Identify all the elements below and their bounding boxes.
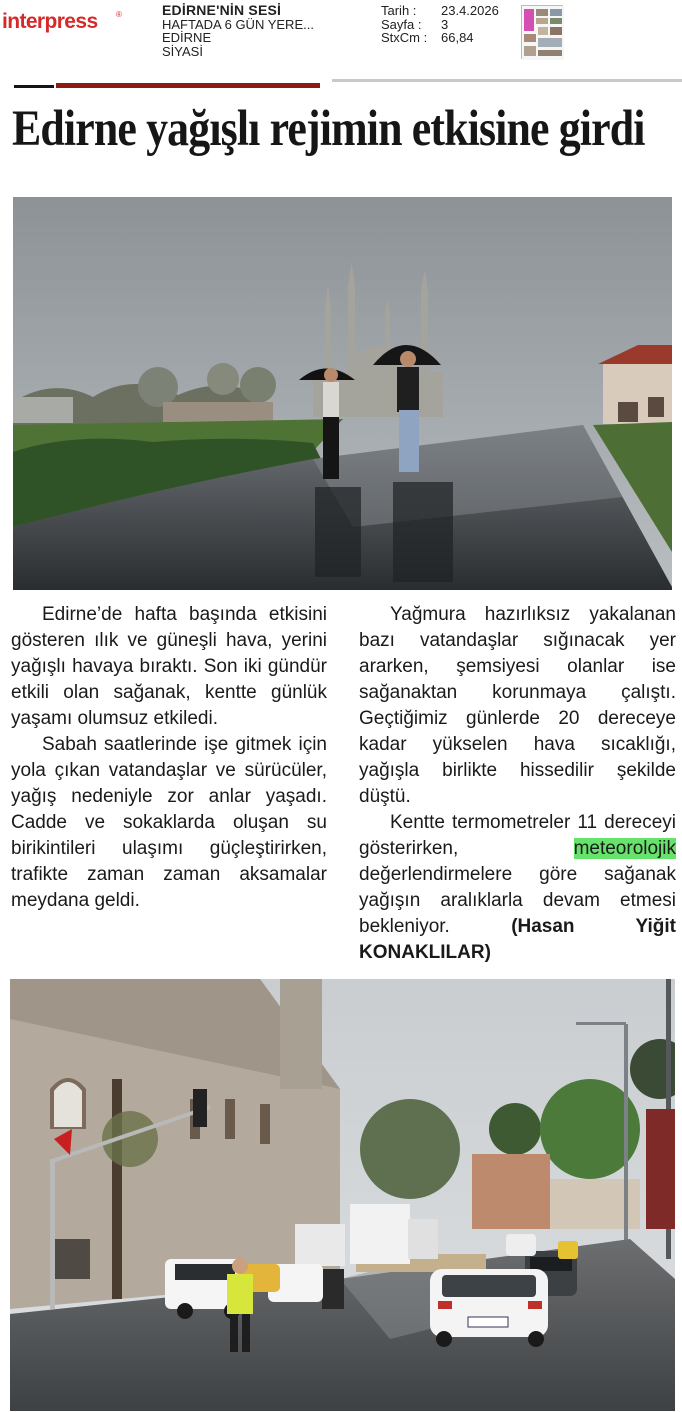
publication-frequency: HAFTADA 6 GÜN YERE... [162,16,314,32]
date-row [381,4,516,18]
publication-category: SİYASİ [162,43,203,59]
stxcm-value: 66,84 [441,30,474,45]
right-paragraph-2 [359,810,676,966]
article-column-right [359,602,676,966]
svg-text:®: ® [116,10,122,19]
right-paragraph-2-end: değerlendirmelere göre sağanak yağışın aralıklarla devam etmesi bekleniyor. [359,864,676,937]
left-paragraph-1: Edirne’de hafta başında etkisini gösteren ılık ve güneşli hava, yerini yağışlı havaya bıraktı. Son iki gündür etkili olan sağanak, kentte günlük yaşamı olumsuz etkiledi. [11,604,327,729]
byline: (Hasan Yiğit KONAKLILAR) [359,916,676,963]
publication-name: EDİRNE'NİN SESİ [162,2,282,18]
keyword-highlight: meteorolojik [573,838,676,859]
date-value: 23.4.2026 [441,3,499,18]
page-row [381,18,516,32]
page-value: 3 [441,16,449,32]
interpress-logo [2,6,124,36]
header-rule-accent [14,76,320,82]
stxcm-row [381,31,516,45]
headline: Edirne yağışlı rejimin etkisine girdi [12,101,645,157]
svg-text:interpress: interpress [2,10,98,33]
publication-city: EDİRNE [162,30,212,45]
header-rule [332,79,682,82]
publication-info [162,4,372,58]
photo-selimiye-rain [13,197,672,590]
date-label: Tarih : [381,3,417,18]
right-paragraph-2-start: Kentte termometreler 11 dereceyi gösterirken, [359,812,676,859]
right-paragraph-1: Yağmura hazırlıksız yakalanan bazı vatandaşlar sığınacak yer ararken, şemsiyesi olanlar ise sağanaktan korunmaya çalıştı. Geçtiğimiz günlerde 20 dereceye kadar yükselen hava sıcaklığı, yağışla birlikte hissedilir şekilde düştü. [359,604,676,807]
article-column-left [11,602,327,914]
left-paragraph-2: Sabah saatlerinde işe gitmek için yola çıkan vatandaşlar ve sürücüler, yağış nedeniyle zor anlar yaşadı. Cadde ve sokaklarda oluşan su birikintileri ulaşımı güçleştirirken, trafikte zaman zaman aksamalar meydana geldi. [11,734,327,911]
stxcm-label: StxCm : [381,30,428,45]
page-thumbnail[interactable] [521,5,563,59]
clipping-info [381,4,516,45]
photo-street-traffic [10,979,675,1411]
page-label: Sayfa : [381,16,422,32]
